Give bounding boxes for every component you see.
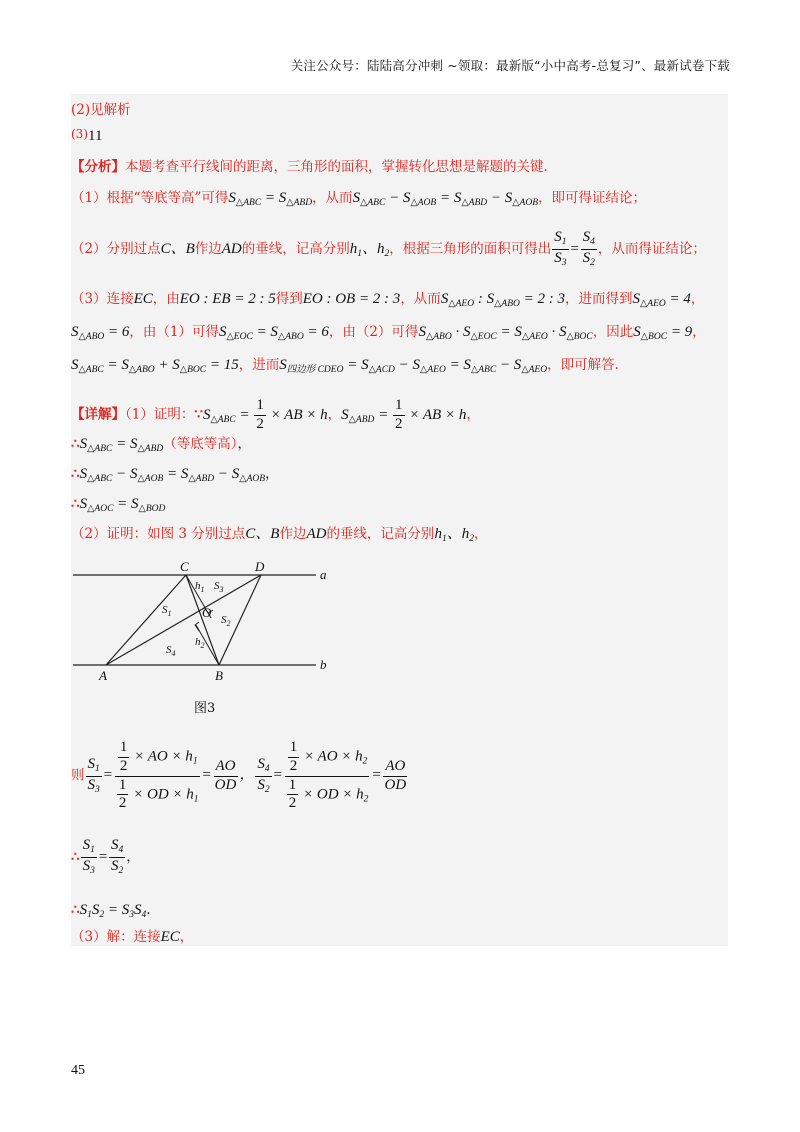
label-S2: $S_2$	[221, 614, 231, 628]
analysis-part1: （1）根据“等底等高”可得$S_{\triangle ABC} = S_{\triangle ABD}$，从而$S_{\triangle ABC} - S_{\triangle AOB} = S_{\triangle ABD} - S_{\triangle AOB}$，即可得证结论；	[71, 190, 647, 208]
figure-3	[71, 555, 341, 695]
label-S1: $S_1$	[162, 604, 172, 618]
analysis-part3-line2: $S_{\triangle ABO} = 6$，由（1）可得$S_{\triangle EOC} = S_{\triangle ABO} = 6$，由（2）可得$S_{\triangle ABO} \cdot S_{\triangle EOC} = S_{\triangle AEO} \cdot S_{\triangle BOC}$，因此$S_{\triangle BOC} = 9$，	[71, 324, 706, 342]
page-header: 关注公众号：陆陆高分冲刺 ~领取：最新版“小中高考-总复习”、最新试卷下载	[290, 58, 730, 73]
figure-caption: 图3	[194, 701, 216, 716]
label-S3: $S_3$	[214, 580, 224, 594]
analysis-intro: 【分析】本题考查平行线间的距离，三角形的面积，掌握转化思想是解题的关键.	[71, 159, 548, 175]
label-a: a	[320, 567, 327, 582]
answer-part2: (2)见解析	[71, 102, 131, 118]
label-h2: $h_2$	[195, 636, 205, 650]
detail-ratio-formula: 则 $\frac{S_1}{S_3}$ = $\frac{1}{2}$ × AO × $h_1$ $\frac{1}{2}$ × OD × $h_1$ = $\frac{AO}{OD}$ ， $\frac{S_4}{S_2}$ = $\frac{1}{2}$ × AO × $h_2$ $\frac{1}{2}$ × OD × $h_2$ = $\frac{AO}{OD}$	[71, 739, 407, 812]
detail-proof1: 【详解】（1）证明：$\because S_{\triangle ABC}$ = $\frac{1}{2}$ × AB × h，$S_{\triangle ABD}$ = $\frac{1}{2}$ × AB × h，	[71, 397, 480, 432]
label-S4: $S_4$	[166, 644, 176, 658]
page-number: 45	[71, 1063, 85, 1078]
segment-AD	[106, 575, 261, 665]
detail-step1: $\therefore S_{\triangle ABC} = S_{\triangle ABD}$（等底等高），	[71, 436, 251, 454]
detail-step2: $\therefore S_{\triangle ABC} - S_{\triangle AOB} = S_{\triangle ABD} - S_{\triangle AOB}$，	[71, 466, 279, 484]
detail-product-conclusion: $\therefore S_1S_2 = S_3S_4$.	[71, 902, 151, 920]
label-O: O	[202, 605, 212, 620]
answer-part3: (3)11	[71, 127, 103, 144]
detail-ratio-conclusion: ∴ $\frac{S_1}{S_3}$ = $\frac{S_4}{S_2}$ ，	[71, 837, 140, 876]
analysis-part3-line1: （3）连接EC，由EO : EB = 2 : 5得到EO : OB = 2 : 3，从而$S_{\triangle AEO}$ : $S_{\triangle ABO} = 2$ : 3，进而得到$S_{\triangle AEO} = 4$，	[71, 291, 705, 309]
label-A: A	[99, 668, 107, 683]
detail-proof3: （3）解：连接EC，	[71, 929, 194, 945]
label-h1: $h_1$	[195, 580, 205, 594]
analysis-part2: （2）分别过点C、B作边AD的垂线，记高分别$h_1$、$h_2$，根据三角形的面积可得出 $\frac{S_1}{S_3}$ = $\frac{S_4}{S_2}$ ，从而得证结论；	[71, 229, 706, 268]
solution-panel	[71, 94, 728, 946]
detail-proof2: （2）证明：如图 3 分别过点C、B作边AD的垂线，记高分别$h_1$、$h_2$，	[71, 526, 488, 544]
label-b: b	[320, 657, 327, 672]
detail-step3: $\therefore S_{\triangle AOC} = S_{\triangle BOD}$	[71, 496, 166, 514]
label-B: B	[215, 668, 223, 683]
label-C: C	[180, 559, 189, 574]
label-D: D	[255, 559, 265, 574]
analysis-part3-line3: $S_{\triangle ABC} = S_{\triangle ABO} + S_{\triangle BOC} = 15$，进而$S_{四边形 CDEO} = S_{\triangle ACD} - S_{\triangle AEO} = S_{\triangle ABC} - S_{\triangle AEO}$，即可解答.	[71, 357, 619, 375]
